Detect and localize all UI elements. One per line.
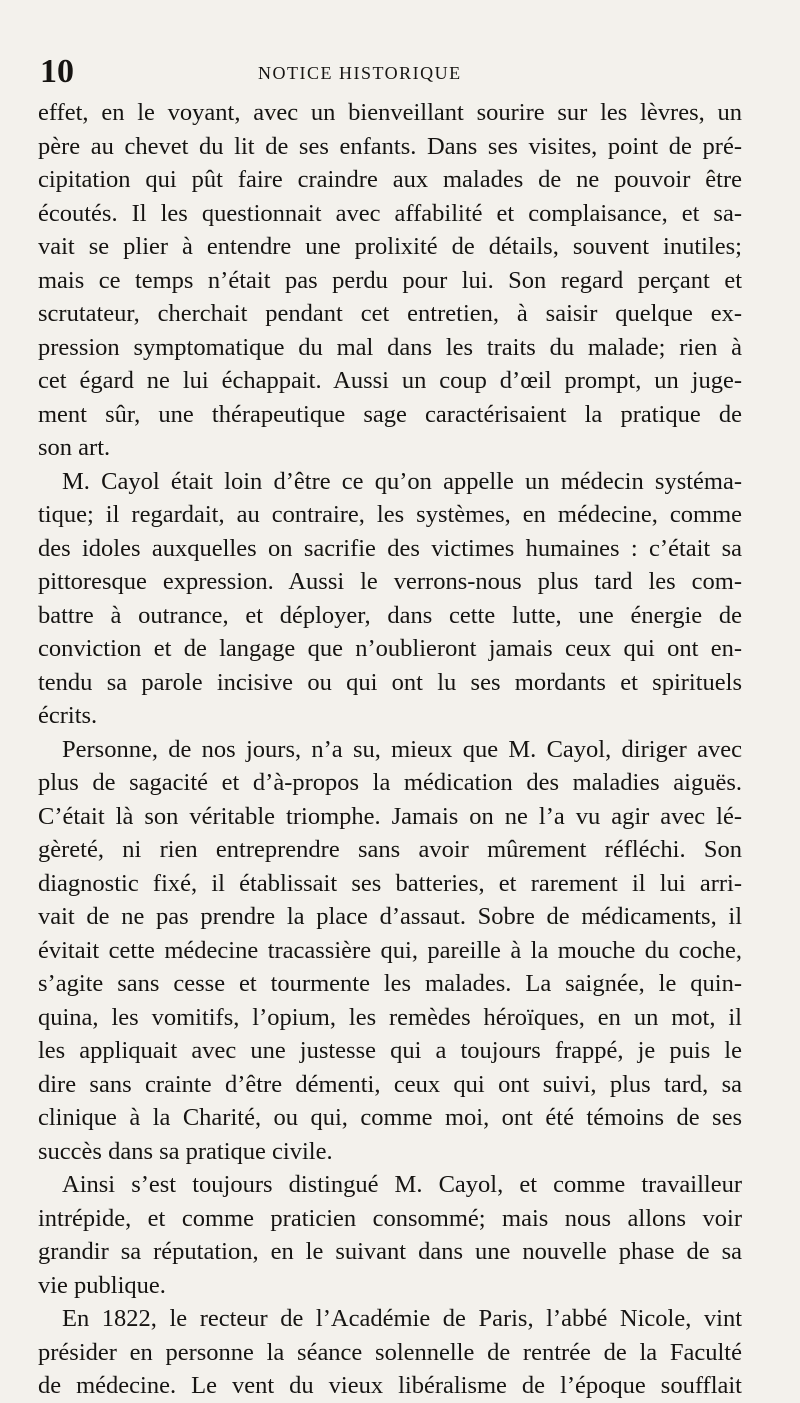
text-line: dire sans crainte d’être démenti, ceux qui ont suivi, plus tard, sa [38, 1070, 742, 1098]
running-title: NOTICE HISTORIQUE [258, 63, 462, 83]
text-line: C’était là son véritable triomphe. Jamais on ne l’a vu agir avec lé- [38, 802, 742, 830]
text-line: père au chevet du lit de ses enfants. Dans ses visites, point de pré- [38, 132, 742, 160]
text-line: tique; il regardait, au contraire, les systèmes, en médecine, comme [38, 501, 742, 528]
text-line: vait se plier à entendre une prolixité de détails, souvent inutiles; [38, 233, 742, 260]
body-text [38, 96, 742, 1403]
text-line: mais ce temps n’était pas perdu pour lui. Son regard perçant et [38, 266, 742, 294]
text-line: clinique à la Charité, ou qui, comme moi, ont été témoins de ses [38, 1104, 742, 1131]
text-line: tendu sa parole incisive ou qui ont lu ses mordants et spirituels [38, 668, 742, 696]
text-line: En 1822, le recteur de l’Académie de Paris, l’abbé Nicole, vint [62, 1305, 742, 1332]
paragraph-3 [38, 733, 742, 1169]
paragraph-4 [38, 1168, 742, 1302]
text-line: s’agite sans cesse et tourmente les malades. La saignée, le quin- [38, 970, 742, 997]
text-line: M. Cayol était loin d’être ce qu’on appelle un médecin systéma- [62, 467, 742, 495]
text-line: plus de sagacité et d’à-propos la médication des maladies aiguës. [38, 769, 742, 796]
text-line: battre à outrance, et déployer, dans cette lutte, une énergie de [38, 601, 742, 629]
text-line: de médecine. Le vent du vieux libéralisme de l’époque soufflait [38, 1372, 742, 1399]
page-number: 10 [40, 53, 74, 90]
text-line: son art. [38, 434, 111, 461]
paragraph-1 [38, 96, 742, 465]
text-line: écrits. [38, 702, 98, 729]
text-line: les appliquait avec une justesse qui a toujours frappé, je puis le [38, 1037, 742, 1064]
running-head [38, 52, 742, 96]
paragraph-5 [38, 1302, 742, 1403]
text-line: pression symptomatique du mal dans les traits du malade; rien à [38, 333, 742, 361]
text-line: cipitation qui pût faire craindre aux malades de ne pouvoir être [38, 166, 742, 193]
text-line: effet, en le voyant, avec un bienveillant sourire sur les lèvres, un [38, 99, 742, 126]
text-line: intrépide, et comme praticien consommé; mais nous allons voir [38, 1204, 742, 1232]
text-line: succès dans sa pratique civile. [38, 1137, 333, 1165]
text-line: pittoresque expression. Aussi le verrons-nous plus tard les com- [38, 568, 742, 595]
paragraph-2 [38, 465, 742, 733]
text-line: diagnostic fixé, il établissait ses batteries, et rarement il lui arri- [38, 869, 742, 897]
text-line: Personne, de nos jours, n’a su, mieux que M. Cayol, diriger avec [62, 735, 742, 763]
text-line: quina, les vomitifs, l’opium, les remèdes héroïques, en un mot, il [38, 1003, 742, 1031]
text-line: gèreté, ni rien entreprendre sans avoir mûrement réfléchi. Son [38, 836, 742, 863]
text-line: vait de ne pas prendre la place d’assaut. Sobre de médicaments, il [38, 903, 742, 930]
text-line: évitait cette médecine tracassière qui, pareille à la mouche du coche, [38, 936, 742, 964]
text-line: cet égard ne lui échappait. Aussi un coup d’œil prompt, un juge- [38, 367, 742, 394]
text-line: présider en personne la séance solennelle de rentrée de la Faculté [38, 1338, 742, 1366]
text-line: vie publique. [38, 1271, 166, 1299]
text-line: grandir sa réputation, en le suivant dans une nouvelle phase de sa [38, 1238, 742, 1265]
text-line: ment sûr, une thérapeutique sage caractérisaient la pratique de [38, 400, 742, 428]
text-line: écoutés. Il les questionnait avec affabilité et complaisance, et sa- [38, 199, 742, 227]
text-line: conviction et de langage que n’oublieront jamais ceux qui ont en- [38, 635, 742, 662]
text-line: scrutateur, cherchait pendant cet entretien, à saisir quelque ex- [38, 300, 742, 327]
text-line: des idoles auxquelles on sacrifie des victimes humaines : c’était sa [38, 534, 742, 562]
text-line: Ainsi s’est toujours distingué M. Cayol, et comme travailleur [62, 1171, 742, 1198]
